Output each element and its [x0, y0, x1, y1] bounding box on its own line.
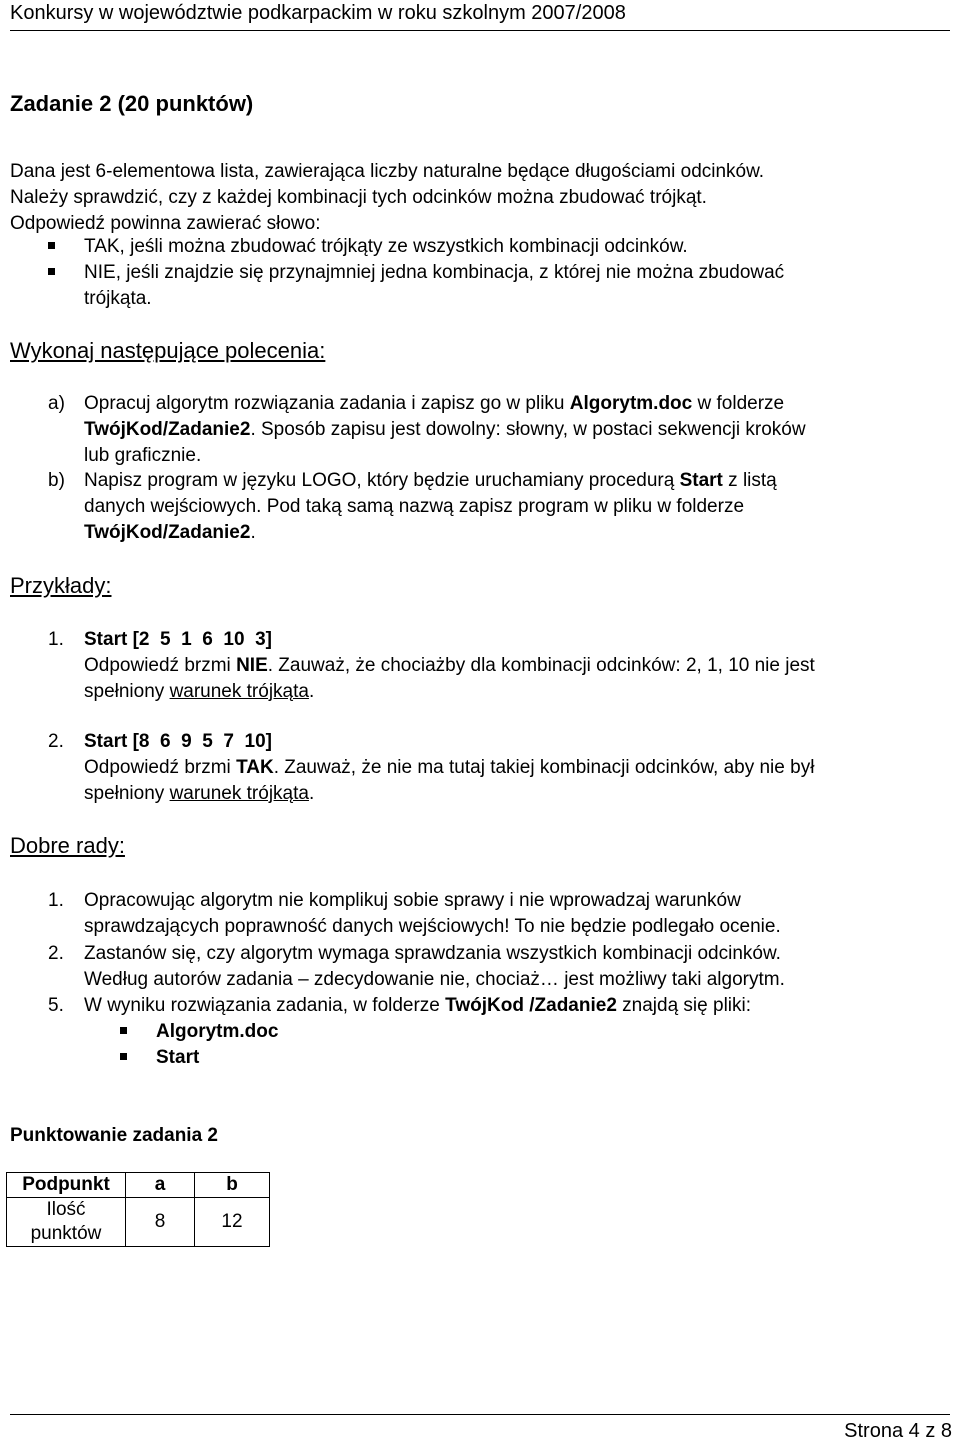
- scoring-heading: Punktowanie zadania 2: [10, 1125, 218, 1146]
- tip-1-line-2: sprawdzających poprawność danych wejściowych! To nie będzie podlegało ocenie.: [84, 916, 781, 937]
- tip-1-line-1: Opracowując algorytm nie komplikuj sobie sprawy i nie wprowadzaj warunków: [84, 890, 741, 911]
- tak-rest: , jeśli można zbudować trójkąty ze wszystkich kombinacji odcinków.: [119, 236, 688, 257]
- command-b-text: Napisz program w języku LOGO, który będzie uruchamiany procedurą: [84, 470, 680, 491]
- scoring-table: [6, 1172, 270, 1247]
- command-b-folder: TwójKod/Zadanie2: [84, 522, 251, 543]
- tip-2-line-1: Zastanów się, czy algorytm wymaga sprawdzania wszystkich kombinacji odcinków.: [84, 943, 781, 964]
- tip-1-marker: 1.: [48, 890, 64, 911]
- tip-5-text: W wyniku rozwiązania zadania, w folderze: [84, 995, 446, 1016]
- example-1-text: spełniony: [84, 681, 170, 702]
- example-2-text: .: [308, 783, 315, 804]
- command-a-line-2: [84, 417, 806, 443]
- file-item-algorytm: Algorytm.doc: [156, 1021, 279, 1042]
- bullet-nie-cont: trójkąta.: [84, 288, 152, 309]
- example-2-call: Start [8 6 9 5 7 10]: [84, 731, 272, 752]
- tip-5-line-1: [84, 993, 751, 1019]
- command-a-file: Algorytm.doc: [569, 393, 693, 414]
- header-title: Konkursy w województwie podkarpackim w roku szkolnym 2007/2008: [10, 2, 626, 24]
- command-b-line-1: [84, 468, 777, 494]
- command-a-folder: TwójKod/Zadanie2: [84, 419, 251, 440]
- table-header-cell: a: [126, 1173, 195, 1198]
- command-b-line-3: [84, 520, 256, 546]
- intro-line-2: Należy sprawdzić, czy z każdej kombinacji tych odcinków można zbudować trójkąt.: [10, 187, 707, 208]
- table-value-cell: 8: [126, 1198, 195, 1247]
- tip-5-folder: TwójKod /Zadanie2: [445, 995, 617, 1016]
- command-a-text: . Sposób zapisu jest dowolny: słowny, w postaci sekwencji kroków: [250, 419, 806, 440]
- command-b-text: z listą: [722, 470, 777, 491]
- example-1-line-3: [84, 679, 314, 705]
- example-2-answer-word: TAK: [236, 757, 274, 778]
- command-b-line-2: danych wejściowych. Pod taką samą nazwą zapisz program w pliku w folderze: [84, 496, 745, 517]
- example-1-answer-text: Odpowiedź brzmi: [84, 655, 237, 676]
- bullet-tak: [84, 234, 688, 260]
- triangle-condition-link[interactable]: warunek trójkąta: [169, 681, 309, 702]
- bullet-nie: [84, 260, 784, 286]
- examples-heading: Przykłady:: [10, 573, 112, 598]
- tip-5-text: znajdą się pliki:: [616, 995, 752, 1016]
- example-2-line-3: [84, 781, 314, 807]
- table-row: [7, 1173, 270, 1198]
- table-header-cell: Podpunkt: [7, 1173, 126, 1198]
- task-title: Zadanie 2 (20 punktów): [10, 91, 254, 116]
- example-1-text: .: [308, 681, 315, 702]
- example-2-answer: [84, 755, 814, 781]
- intro-line-1: Dana jest 6-elementowa lista, zawierająca liczby naturalne będące długościami odcinków.: [10, 161, 765, 182]
- command-a-line-1: [84, 391, 784, 417]
- tak-word: TAK: [84, 236, 120, 257]
- example-1-answer: [84, 653, 815, 679]
- command-b-text: .: [250, 522, 256, 543]
- table-header-cell: b: [195, 1173, 270, 1198]
- tip-5-marker: 5.: [48, 995, 64, 1016]
- page-number: Strona 4 z 8: [844, 1420, 952, 1442]
- nie-word: NIE: [84, 262, 116, 283]
- intro-line-3: Odpowiedź powinna zawierać słowo:: [10, 213, 321, 234]
- example-2-answer-text: Odpowiedź brzmi: [84, 757, 237, 778]
- example-2-marker: 2.: [48, 731, 64, 752]
- page-header: [10, 0, 950, 31]
- table-label-cell: [7, 1198, 126, 1247]
- square-bullet-icon: [120, 1027, 127, 1034]
- square-bullet-icon: [48, 242, 55, 249]
- label-line-1: Ilość: [46, 1199, 86, 1220]
- command-a-line-3: lub graficznie.: [84, 445, 202, 466]
- example-2-answer-text: . Zauważ, że nie ma tutaj takiej kombinacji odcinków, aby nie był: [273, 757, 815, 778]
- table-row: [7, 1198, 270, 1247]
- tip-2-marker: 2.: [48, 943, 64, 964]
- tip-2-line-2: Według autorów zadania – zdecydowanie nie, chociaż… jest możliwy taki algorytm.: [84, 969, 785, 990]
- example-1-marker: 1.: [48, 629, 64, 650]
- command-a-text: w folderze: [692, 393, 785, 414]
- table-value-cell: 12: [195, 1198, 270, 1247]
- file-item-start: Start: [156, 1047, 200, 1068]
- footer-divider: [10, 1414, 950, 1415]
- square-bullet-icon: [48, 268, 55, 275]
- example-1-call: Start [2 5 1 6 10 3]: [84, 629, 272, 650]
- command-b-marker: b): [48, 470, 65, 491]
- example-1-answer-word: NIE: [236, 655, 268, 676]
- command-b-proc: Start: [679, 470, 723, 491]
- command-a-text: Opracuj algorytm rozwiązania zadania i zapisz go w pliku: [84, 393, 570, 414]
- example-2-text: spełniony: [84, 783, 170, 804]
- example-1-answer-text: . Zauważ, że chociażby dla kombinacji odcinków: 2, 1, 10 nie jest: [267, 655, 815, 676]
- label-line-2: punktów: [30, 1223, 102, 1244]
- nie-rest: , jeśli znajdzie się przynajmniej jedna kombinacja, z której nie można zbudować: [115, 262, 785, 283]
- square-bullet-icon: [120, 1053, 127, 1060]
- triangle-condition-link[interactable]: warunek trójkąta: [169, 783, 309, 804]
- tips-heading: Dobre rady:: [10, 833, 125, 858]
- commands-heading: Wykonaj następujące polecenia:: [10, 338, 326, 363]
- command-a-marker: a): [48, 393, 65, 414]
